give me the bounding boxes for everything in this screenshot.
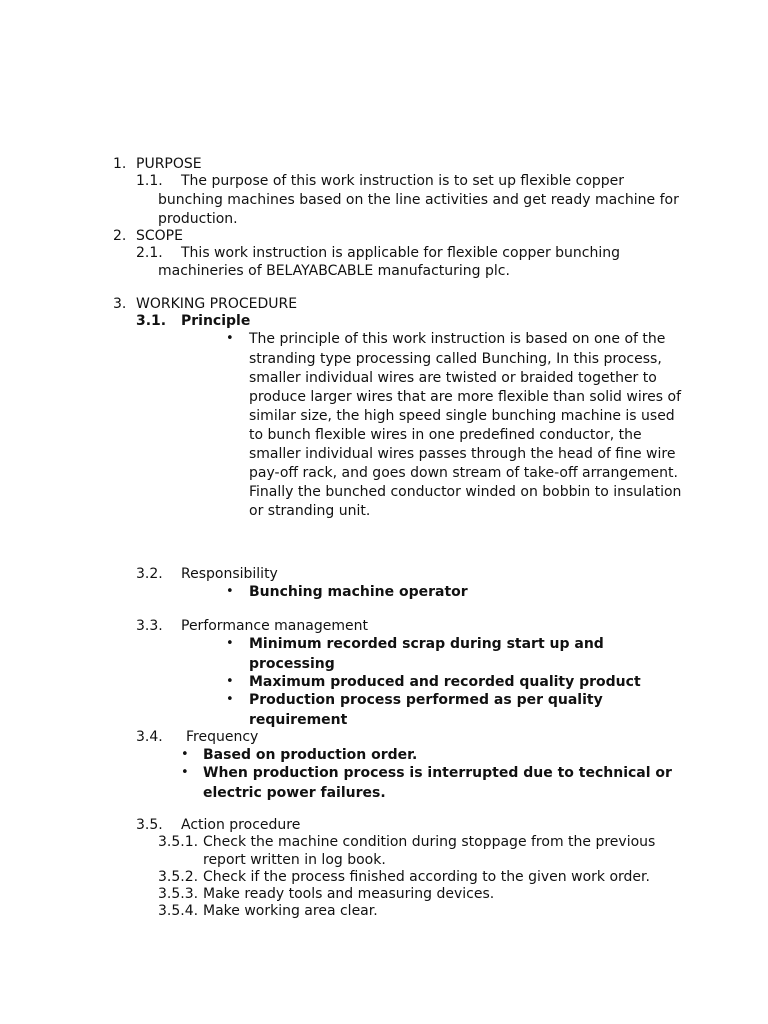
responsibility-number: 3.2. [136, 566, 163, 582]
principle-text-line: to bunch flexible wires in one predefined conductor, the [249, 427, 642, 443]
performance-item-line: Production process performed as per quality [249, 692, 603, 708]
bullet-marker: • [226, 331, 234, 346]
action-step-number: 3.5.1. [158, 834, 199, 850]
subsection-2-1-number: 2.1. [136, 245, 163, 261]
principle-number: 3.1. [136, 313, 167, 329]
action-step-number: 3.5.4. [158, 903, 199, 919]
scope-text-line: This work instruction is applicable for flexible copper bunching [181, 245, 621, 261]
action-step-number: 3.5.2. [158, 869, 199, 885]
section-3-number: 3. [113, 296, 127, 312]
performance-item-line: Maximum produced and recorded quality product [249, 674, 641, 690]
frequency-heading: Frequency [186, 729, 259, 745]
action-heading: Action procedure [181, 817, 301, 833]
principle-text-line: similar size, the high speed single bunching machine is used [249, 408, 675, 424]
principle-text-line: pay-off rack, and goes down stream of take-off arrangement. [249, 465, 678, 481]
bullet-marker: • [181, 765, 189, 780]
frequency-item-line: When production process is interrupted due to technical or [203, 765, 672, 781]
action-number: 3.5. [136, 817, 163, 833]
principle-text-line: or stranding unit. [249, 503, 371, 519]
bullet-marker: • [226, 636, 234, 651]
frequency-item-line: Based on production order. [203, 747, 418, 763]
bullet-marker: • [181, 747, 189, 762]
bullet-marker: • [226, 584, 234, 599]
section-1-number: 1. [113, 156, 127, 172]
section-1-title: PURPOSE [136, 156, 202, 172]
purpose-text-line: The purpose of this work instruction is to set up flexible copper [181, 173, 625, 189]
principle-text-line: The principle of this work instruction is based on one of the [249, 331, 666, 347]
performance-number: 3.3. [136, 618, 163, 634]
performance-item-line: requirement [249, 712, 348, 728]
action-step-text: Check the machine condition during stoppage from the previous [203, 834, 656, 850]
purpose-text-line: bunching machines based on the line activities and get ready machine for [158, 192, 679, 208]
action-step-text: Check if the process finished according to the given work order. [203, 869, 650, 885]
action-step-text: Make working area clear. [203, 903, 378, 919]
section-2-number: 2. [113, 228, 127, 244]
principle-text-line: stranding type processing called Bunching, In this process, [249, 351, 662, 367]
subsection-1-1-number: 1.1. [136, 173, 163, 189]
performance-item-line: processing [249, 656, 335, 672]
bullet-marker: • [226, 692, 234, 707]
frequency-number: 3.4. [136, 729, 163, 745]
frequency-item-line: electric power failures. [203, 785, 386, 801]
scope-text-line: machineries of BELAYABCABLE manufacturing plc. [158, 263, 510, 279]
action-step-number: 3.5.3. [158, 886, 199, 902]
principle-heading: Principle [181, 313, 251, 329]
principle-text-line: produce larger wires that are more flexible than solid wires of [249, 389, 682, 405]
performance-heading: Performance management [181, 618, 368, 634]
performance-item-line: Minimum recorded scrap during start up and [249, 636, 604, 652]
purpose-text-line: production. [158, 211, 238, 227]
bullet-marker: • [226, 674, 234, 689]
action-step-text: Make ready tools and measuring devices. [203, 886, 495, 902]
responsibility-item: Bunching machine operator [249, 584, 468, 600]
principle-text-line: smaller individual wires passes through the head of fine wire [249, 446, 676, 462]
action-step-text: report written in log book. [203, 852, 386, 868]
principle-text-line: smaller individual wires are twisted or braided together to [249, 370, 657, 386]
principle-text-line: Finally the bunched conductor winded on bobbin to insulation [249, 484, 682, 500]
section-3-title: WORKING PROCEDURE [136, 296, 298, 312]
responsibility-heading: Responsibility [181, 566, 278, 582]
section-2-title: SCOPE [136, 228, 183, 244]
